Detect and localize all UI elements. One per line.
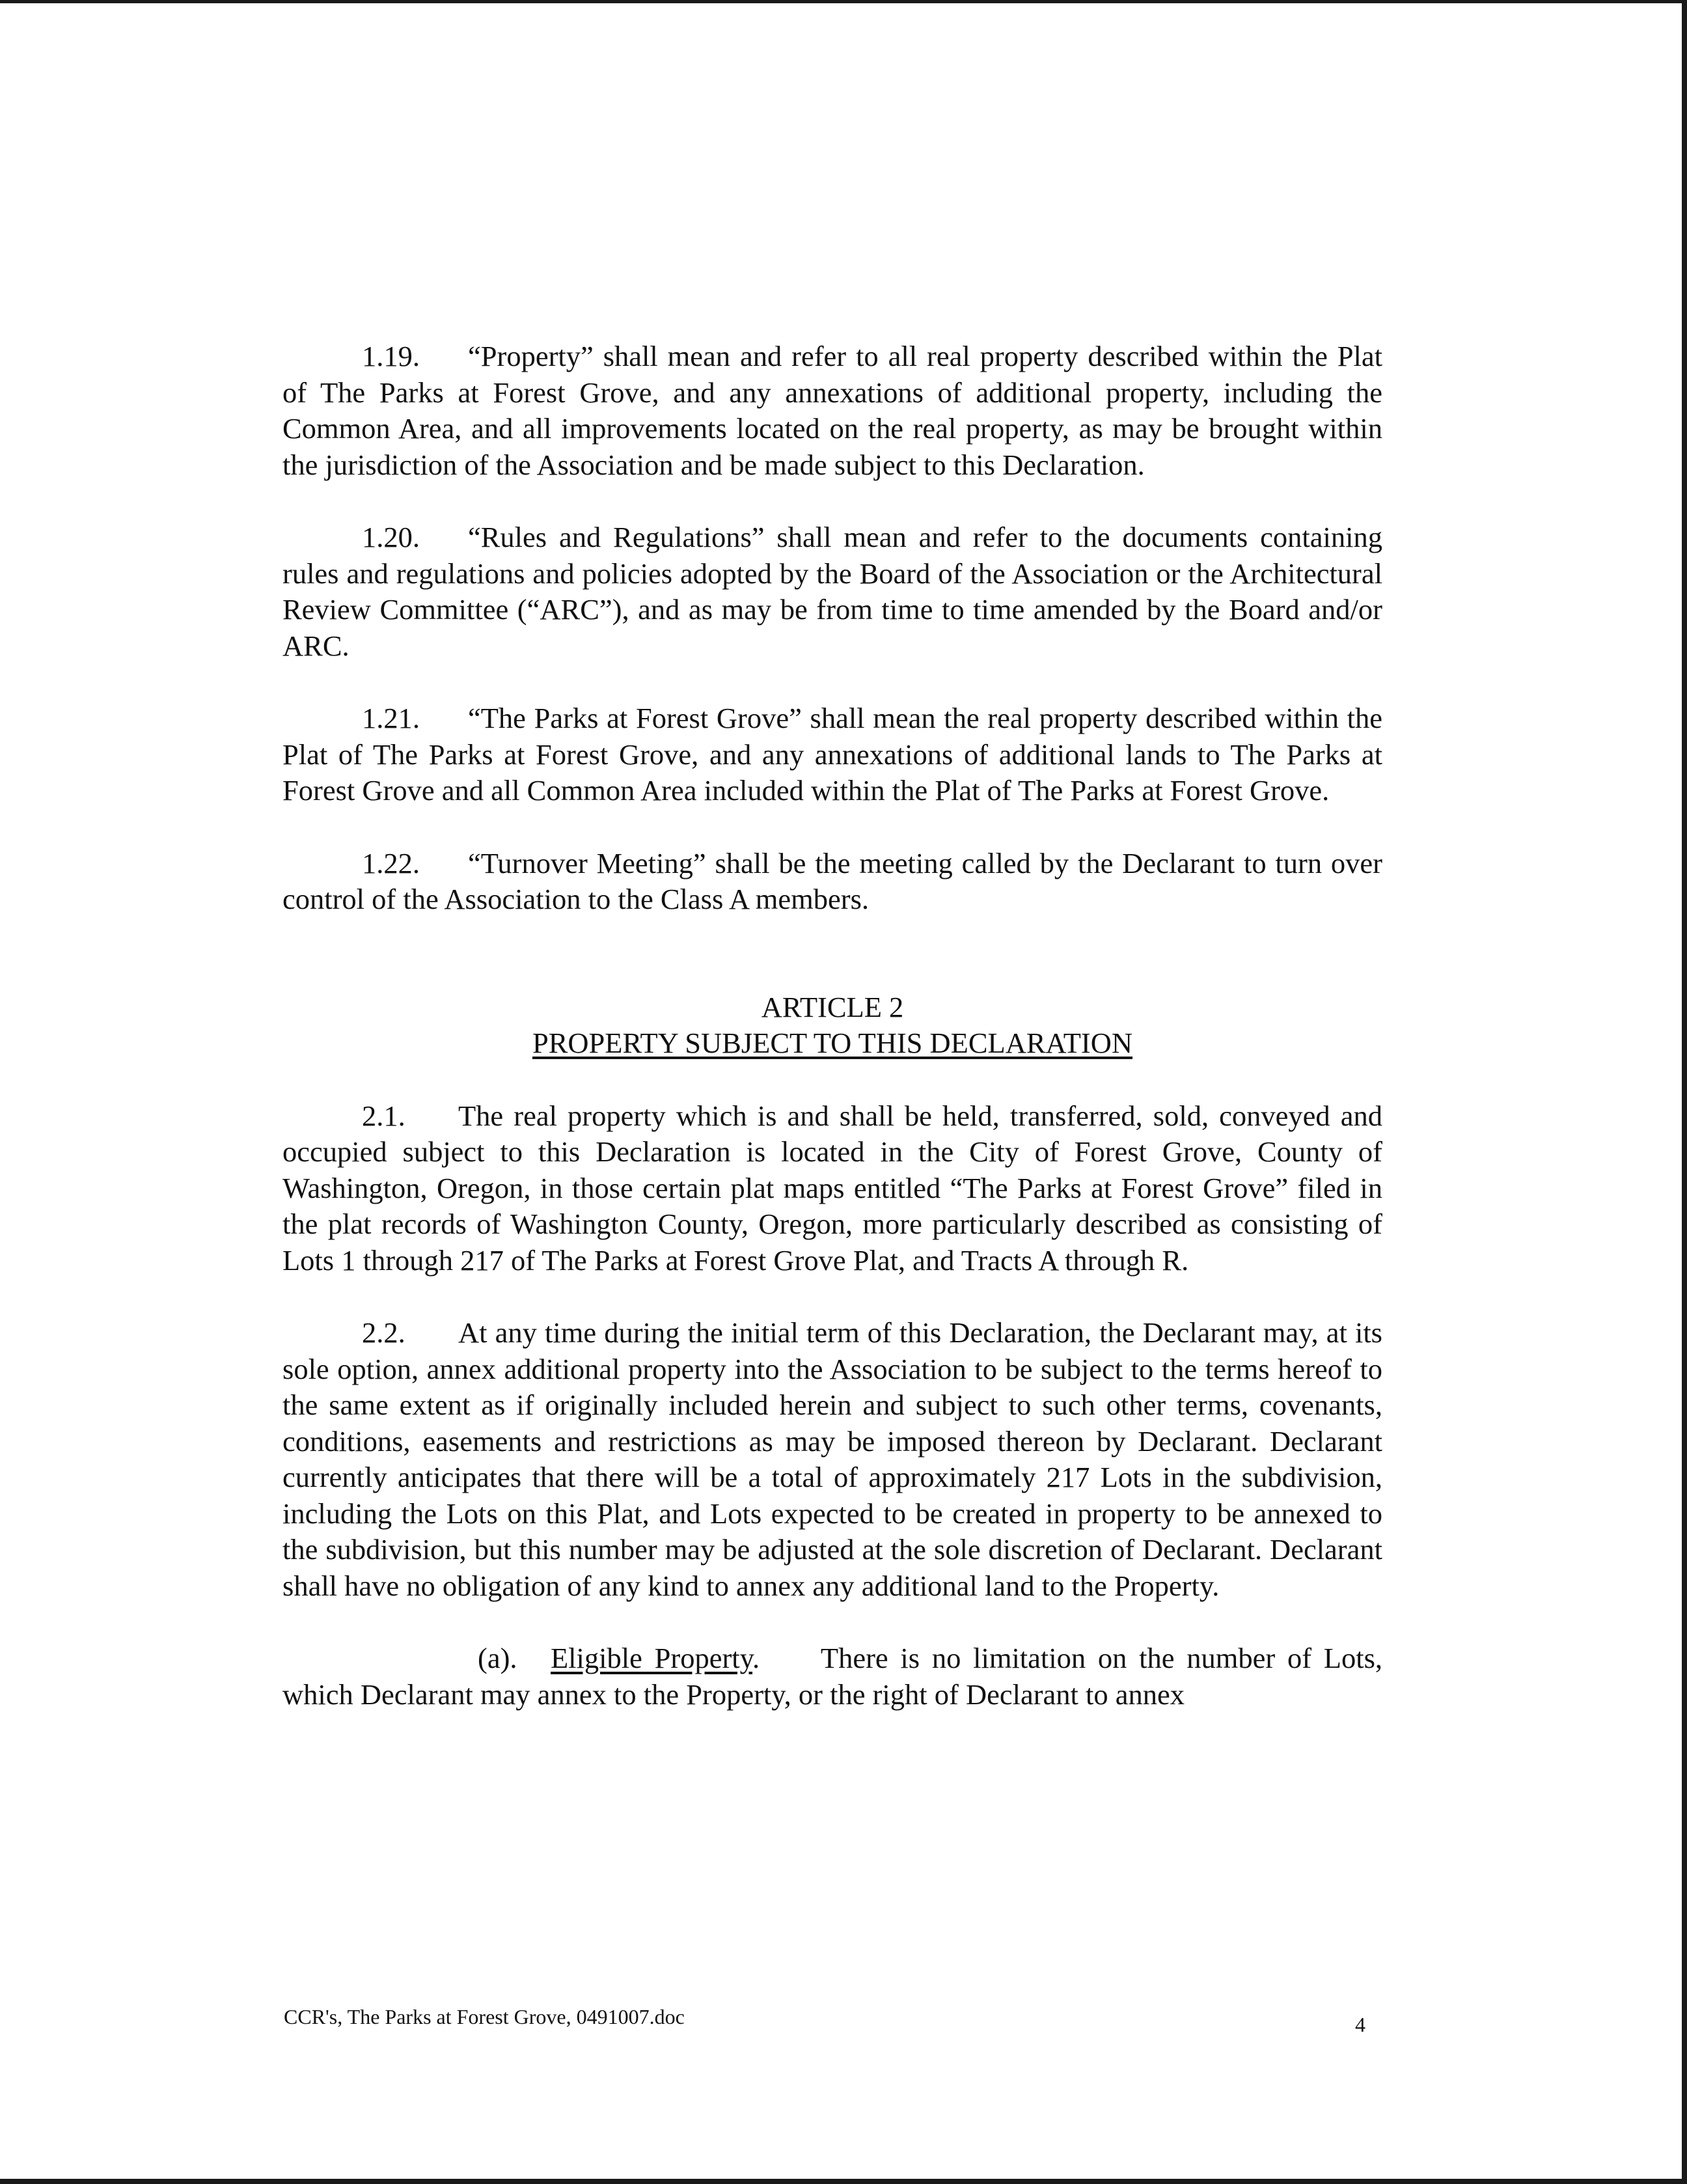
scan-border-top	[0, 0, 1687, 3]
paragraph-number: 1.19.	[362, 340, 420, 372]
paragraph-number: 1.20.	[362, 521, 420, 553]
paragraph-text: The real property which is and shall be held, transferred, sold, conveyed and occupied subject to this Declaration is located in the City of Forest Grove, County of Washington, Oregon, in those certain plat maps entitled “The Parks at Forest Grove” filed in the plat records of Washington County, Oregon, more particularly described as consisting of Lots 1 through 217 of The Parks at Forest Grove Plat, and Tracts A through R.	[282, 1099, 1382, 1277]
document-body	[282, 339, 1382, 1713]
page-number: 4	[1355, 2013, 1365, 2036]
paragraph-text: “Turnover Meeting” shall be the meeting called by the Declarant to turn over control of the Association to the Class A members.	[282, 846, 1382, 915]
paragraph-1-22	[282, 846, 1382, 918]
scan-border-right	[1682, 0, 1687, 2184]
paragraph-1-19	[282, 339, 1382, 483]
paragraph-1-21	[282, 700, 1382, 809]
paragraph-2-1	[282, 1098, 1382, 1279]
article-number: ARTICLE 2	[761, 990, 904, 1023]
subparagraph-text: There is no limitation on the number of Lots, which Declarant may annex to the Property, or the right of Declarant to annex	[282, 1642, 1383, 1711]
paragraph-number: 1.22.	[362, 846, 420, 879]
paragraph-2-2	[282, 1315, 1382, 1604]
article-title: PROPERTY SUBJECT TO THIS DECLARATION	[532, 1027, 1133, 1059]
paragraph-text: “Rules and Regulations” shall mean and refer to the documents containing rules and regulations and policies adopted by the Board of the Association or the Architectural Review Committee (“ARC”), and as may be from time to time amended by the Board and/or ARC.	[282, 521, 1382, 662]
paragraph-number: 1.21.	[362, 702, 420, 734]
paragraph-text: “The Parks at Forest Grove” shall mean the real property described within the Plat of The Parks at Forest Grove, and any annexations of additional lands to The Parks at Forest Grove and all Common Area included within the Plat of The Parks at Forest Grove.	[282, 702, 1382, 807]
paragraph-number: 2.2.	[362, 1316, 405, 1349]
footer-filename: CCR's, The Parks at Forest Grove, 0491007.doc	[284, 2005, 685, 2028]
article-heading	[282, 989, 1382, 1062]
paragraph-number: 2.1.	[362, 1099, 405, 1132]
paragraph-1-20	[282, 519, 1382, 664]
subparagraph-title: Eligible Property	[551, 1642, 753, 1674]
subparagraph-number: (a).	[478, 1642, 517, 1674]
scan-border-bottom	[0, 2179, 1687, 2184]
subparagraph-a: (a). Eligible Property. There is no limitation on the number of Lots, which Declarant may annex to the Property, or the right of Declarant to annex	[282, 1642, 1383, 1711]
paragraph-text: At any time during the initial term of this Declaration, the Declarant may, at its sole option, annex additional property into the Association to be subject to the terms hereof to the same extent as if originally included herein and subject to such other terms, covenants, conditions, easements and restrictions as may be imposed thereon by Declarant. Declarant currently anticipates that there will be a total of approximately 217 Lots in the subdivision, including the Lots on this Plat, and Lots expected to be created in property to be annexed to the subdivision, but this number may be adjusted at the sole discretion of Declarant. Declarant shall have no obligation of any kind to annex any additional land to the Property.	[282, 1316, 1382, 1602]
paragraph-text: “Property” shall mean and refer to all real property described within the Plat of The Parks at Forest Grove, and any annexations of additional property, including the Common Area, and all improvements located on the real property, as may be brought within the jurisdiction of the Association and be made subject to this Declaration.	[282, 340, 1382, 481]
